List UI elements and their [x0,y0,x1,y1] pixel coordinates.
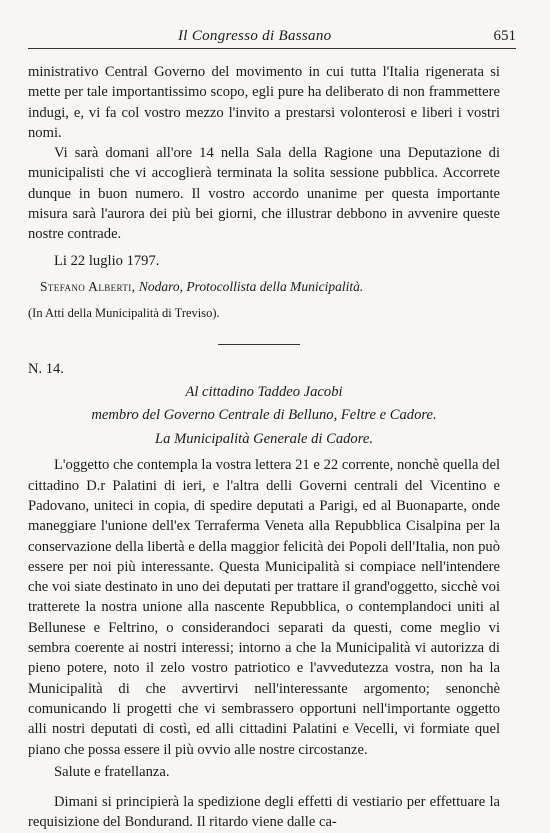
address-recipient: Al cittadino Taddeo Jacobi [185,383,343,400]
next-paragraph: Dimani si principierà la spedizione degli effetti di vestiario per effettuare la requisizione del Bondurand. Il ritardo viene dalle ca- [28,794,500,831]
signature-name: Stefano Alberti, [40,278,136,294]
section-divider [218,344,300,345]
page-body [28,62,500,833]
address-role: membro del Governo Centrale di Belluno, Feltre e Cadore. [91,407,437,424]
meeting-paragraph: Vi sarà domani all'ore 14 nella Sala della Ragione una Deputazione di municipalisti che vi accoglierà terminata la solita sessione pubblica. Accorrete dunque in buon numero. Il vostro accordo unanime per questa importante misura sarà l'aurora dei più bei giorni, che illustrar debbono in avvenire queste nostre contrade. [28,145,500,243]
page-number: 651 [493,28,516,44]
document-number: N. 14. [28,360,64,377]
letter-body: L'oggetto che contempla la vostra lettera 21 e 22 corrente, nonchè quella del cittadino D.r Palatini di ieri, e l'altra delli Governi centrali del Vicentino e Padovano, uniteci in copia, di spedire deputati a Parigi, ed al Buonaparte, onde maneggiare l'unione dell'ex Terraferma Veneta alla Repubblica Cisalpina per la conservazione della libertà e della maggior felicità dei Popoli dell'Italia, non può essere per noi più interessante. Questa Municipalità si compiace nell'intendere che voi siate destinato in uno dei deputati per trattare il grand'oggetto, sicchè voi tratterete la nostra unione alla nascente Repubblica, o contemplandoci uniti al Bellunese e Feltrino, o considerandoci separati da questi, come meglio vi sembra coerente ai nostri interessi; intorno a che la Municipalità vi autorizza di pieno potere, noto il zelo vostro patriotico e l'avvedutezza vostra, non ha la Municipalità di che avvertirvi nell'interessante argomento; senonchè comunicando li progetti che vi sembrassero opportuni nell'importante oggetto alli nostri deputati di costì, ed alli cittadini Palatini e Vecelli, vi formiate quel piano che possa essere il più ovvio alle nostre circostanze. [28,457,500,758]
letter-closing: Salute e fratellanza. [54,763,170,780]
signature-role: Nodaro, Protocollista della Municipalità. [138,278,364,294]
continuation-paragraph: ministrativo Central Governo del movimento in cui tutta l'Italia rigenerata si mette per tale importantissimo scopo, egli pure ha deliberato di non frammettere indugi, e, vi fa col vostro mezzo l'invito a prestarsi volonterosi e liberi i vostri nomi. [28,64,500,141]
running-title: Il Congresso di Bassano [178,28,332,44]
signature [40,277,500,297]
source-note: (In Atti della Municipalità di Treviso). [28,306,220,321]
letter-date: Li 22 luglio 1797. [54,252,160,269]
page-header [28,26,516,49]
address-sender: La Municipalità Generale di Cadore. [155,430,373,447]
